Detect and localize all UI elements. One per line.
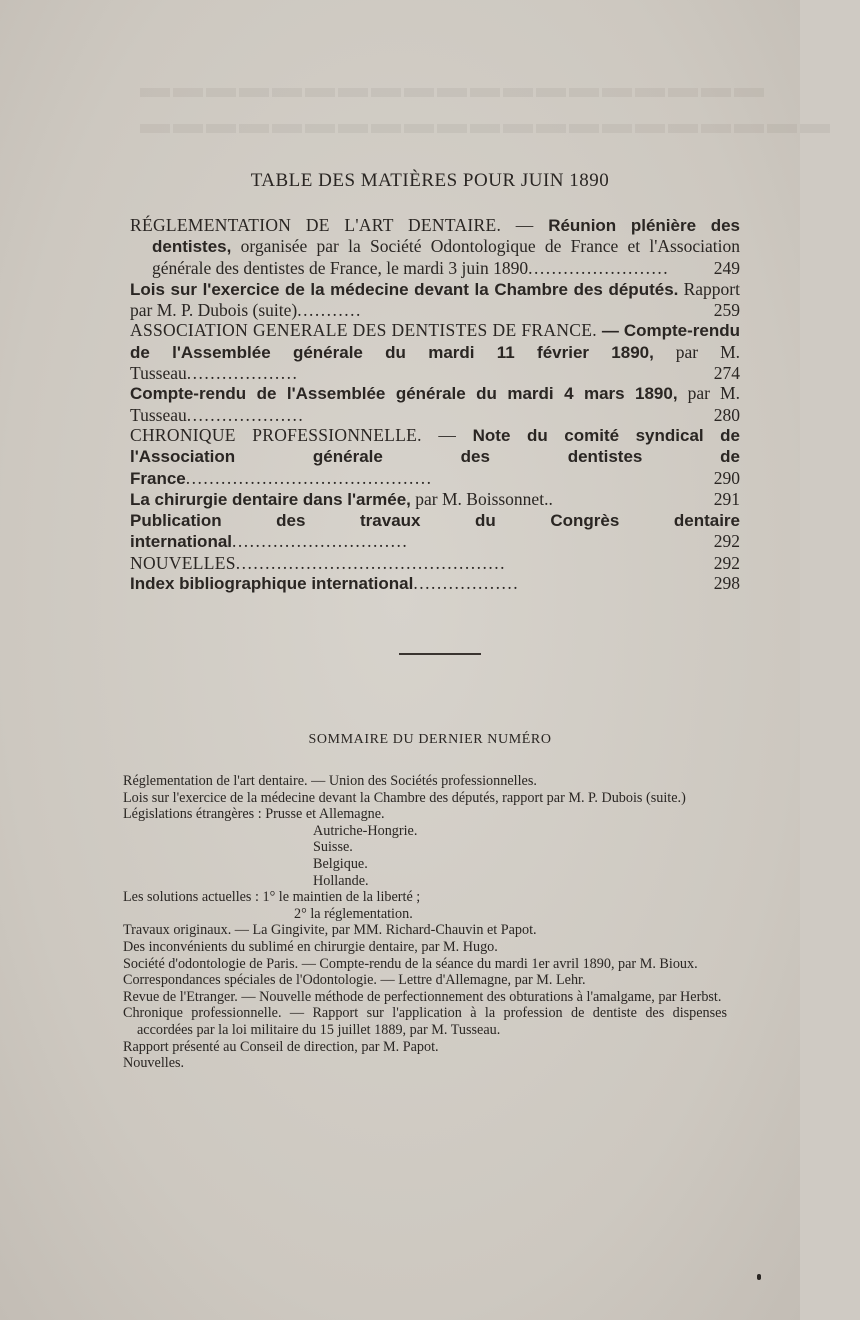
toc-page-number: 292 [713,531,740,552]
list-item: Revue de l'Etranger. — Nouvelle méthode de perfectionnement des obturations à l'amalgame, par Herbst. [123,988,722,1005]
toc-leader-dots: .............................. [232,531,409,552]
toc-entry-text-bold: Réunion plénière des dentistes, [152,216,740,257]
toc-entry [130,573,740,594]
list-item: Hollande. [313,872,369,889]
list-item: Réglementation de l'art dentaire. — Union des Sociétés professionnelles. [123,773,537,789]
toc-page-number: 259 [713,300,740,321]
toc-page-number: 298 [713,573,740,594]
toc-entry-text-bold: Compte-rendu de l'Assemblée générale du mardi 4 mars 1890, [130,384,678,404]
toc-leader-dots: .................. [413,573,520,594]
toc-entry-text-bold: Note du comité syndical de l'Association générale des dentistes de France [130,425,741,488]
toc-entry-text-bold: Index bibliographique international [130,574,414,594]
toc-page-number: 292 [713,552,740,573]
toc-leader-dots: ........... [297,300,362,321]
toc-page-number: 280 [713,404,740,425]
toc-leader-dots: . [548,488,553,509]
toc-entry [130,215,740,278]
toc-entry-text: par M. Tusseau [130,383,740,425]
list-item: Autriche-Hongrie. [313,822,418,839]
list-item: Lois sur l'exercice de la médecine devant la Chambre des députés, rapport par M. P. Dubois (suite.) [123,789,686,806]
toc-entry [130,383,740,425]
ink-mark [757,1274,761,1280]
list-item: Chronique professionnelle. — Rapport sur l'application à la profession de dentiste des dispenses accordées par la loi militaire du 15 juillet 1889, par M. Tusseau. [123,1005,727,1038]
toc-entry-text: RÉGLEMENTATION DE L'ART DENTAIRE. — [130,215,549,235]
toc-entry [130,553,740,573]
list-item: Suisse. [313,839,353,856]
list-item: Les solutions actuelles : 1° le maintien de la liberté ; [123,889,421,906]
toc-page-number: 291 [713,488,740,509]
toc-leader-dots: .................... [186,404,305,425]
toc-entry [130,510,740,553]
toc-entry-text: par M. Boissonnet. [410,488,549,509]
toc-entry-text: CHRONIQUE PROFESSIONNELLE. — [130,424,473,445]
table-of-contents [130,215,740,594]
list-item: Rapport présenté au Conseil de direction, par M. Papot. [123,1038,439,1055]
toc-entry-text-bold: — Compte-rendu de l'Assemblée générale du mardi 11 février 1890, [130,321,740,362]
toc-leader-dots: ................... [186,363,299,384]
list-item: 2° la réglementation. [294,905,413,922]
toc-page-number: 274 [713,363,740,384]
toc-entry-text-bold: La chirurgie dentaire dans l'armée, [130,489,411,509]
toc-entry-text: par M. Tusseau [130,341,741,384]
list-item: Nouvelles. [123,1055,185,1072]
toc-title: TABLE DES MATIÈRES POUR JUIN 1890 [250,170,610,191]
toc-leader-dots: .......................................... [185,467,433,488]
toc-entry [130,425,740,489]
list-item: Des inconvénients du sublimé en chirurgie dentaire, par M. Hugo. [123,938,498,955]
toc-leader-dots: .............................................. [235,552,506,573]
toc-page-number: 249 [713,257,740,278]
toc-entry [130,489,740,510]
toc-entry-text: ASSOCIATION GENERALE DES DENTISTES DE FRANCE. [130,320,602,341]
list-item: Législations étrangères : Prusse et Allemagne. [123,806,385,823]
sommaire-list [123,773,727,1072]
divider [399,653,481,655]
toc-entry-text: organisée par la Société Odontologique de France et l'Association générale des dentistes de France, le mardi 3 juin 1890 [152,236,740,278]
toc-leader-dots: ........................ [528,257,670,278]
toc-entry-text-bold: Lois sur l'exercice de la médecine devant la Chambre des députés. [130,279,679,299]
list-item: Travaux originaux. — La Gingivite, par MM. Richard-Chauvin et Papot. [123,922,537,939]
toc-entry [130,279,740,321]
list-item: Correspondances spéciales de l'Odontologie. — Lettre d'Allemagne, par M. Lehr. [123,972,586,989]
sommaire-title: SOMMAIRE DU DERNIER NUMÉRO [308,732,552,747]
toc-entry-text-bold: Publication des travaux du Congrès dentaire international [130,511,740,552]
toc-entry-text: Rapport par M. P. Dubois (suite) [130,278,740,321]
bleed-through-text: ▬▬▬▬▬▬▬▬▬▬▬▬▬▬▬▬▬▬▬ ▬▬▬▬▬▬▬▬▬▬▬▬▬▬▬▬▬▬▬▬▬ [140,71,833,140]
list-item: Belgique. [313,855,368,872]
list-item: Société d'odontologie de Paris. — Compte-rendu de la séance du mardi 1er avril 1890, par M. Bioux. [123,955,698,972]
toc-entry-text: NOUVELLES [130,552,236,573]
toc-entry [130,320,740,383]
toc-page-number: 290 [713,467,740,488]
